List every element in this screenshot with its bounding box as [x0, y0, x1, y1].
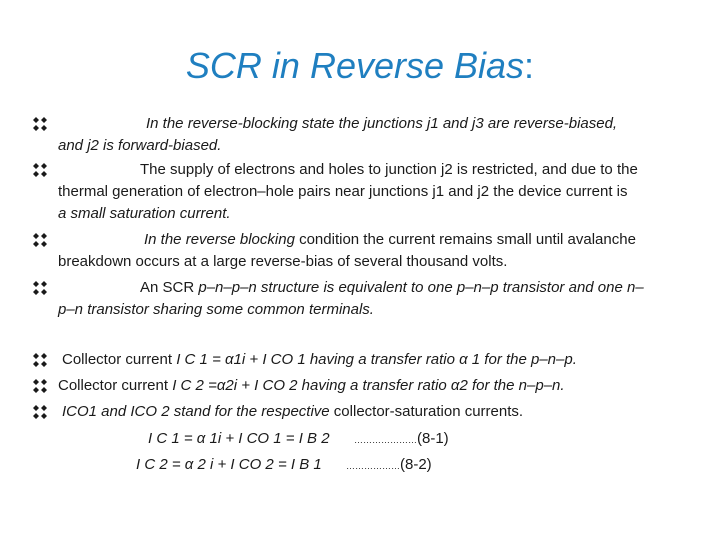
- bullet-7-suffix: collector-saturation currents.: [329, 403, 524, 420]
- bullet-1-text: [58, 113, 688, 157]
- bullet-3-text: [58, 229, 688, 273]
- slide-title-colon: :: [524, 45, 535, 86]
- diamond-bullet-icon: [32, 116, 48, 132]
- bullet-4-line-1-b: p–n–p–n structure is equivalent to one p–n–p transistor and one n–: [198, 279, 644, 296]
- diamond-bullet-icon: [32, 378, 48, 394]
- diamond-bullet-icon: [32, 162, 48, 178]
- bullet-4-text: [58, 277, 688, 321]
- bullet-7-text: [62, 401, 692, 423]
- bullet-4-line-1: [58, 277, 688, 299]
- bullet-4-line-1-a: An SCR: [140, 279, 199, 296]
- bullet-2-line-3: a small saturation current.: [58, 205, 231, 222]
- diamond-bullet-icon: [32, 280, 48, 296]
- bullet-4-line-2: p–n transistor sharing some common terminals.: [58, 301, 374, 318]
- equation-8-2-number: (8-2): [400, 456, 432, 473]
- bullet-3-line-1-b: condition the current remains small until avalanche: [294, 231, 636, 248]
- slide-title: [0, 44, 720, 88]
- bullet-3-line-1: [58, 229, 688, 251]
- diamond-bullet-icon: [32, 232, 48, 248]
- bullet-6-prefix: Collector current: [58, 377, 173, 394]
- bullet-2-line-2: thermal generation of electron–hole pairs near junctions j1 and j2 the device current is: [58, 183, 628, 200]
- bullet-1-line-2: and j2 is forward-biased.: [58, 137, 222, 154]
- bullet-2-text: [58, 159, 688, 225]
- bullet-1-line-1: In the reverse-blocking state the junctions j1 and j3 are reverse-biased,: [146, 115, 618, 132]
- diamond-bullet-icon: [32, 352, 48, 368]
- bullet-5-formula: I C 1 = α1i + I CO 1 having a transfer ratio α 1 for the p–n–p.: [176, 351, 577, 368]
- equation-8-2-dots: ………………: [346, 461, 400, 471]
- equation-8-1-expr: I C 1 = α 1i + I CO 1 = I B 2: [148, 430, 330, 447]
- slide-title-text: SCR in Reverse Bias: [185, 45, 525, 86]
- equation-8-1-number: (8-1): [417, 430, 449, 447]
- equation-8-2-number-group: [346, 454, 432, 477]
- equation-8-2-expr: I C 2 = α 2 i + I CO 2 = I B 1: [136, 456, 322, 473]
- bullet-3-line-2: breakdown occurs at a large reverse-bias of several thousand volts.: [58, 253, 508, 270]
- equation-8-1: [148, 428, 330, 450]
- bullet-2-line-1: The supply of electrons and holes to junction j2 is restricted, and due to the: [140, 161, 638, 178]
- bullet-3-line-1-a: In the reverse blocking: [144, 231, 295, 248]
- diamond-bullet-icon: [32, 404, 48, 420]
- bullet-5-prefix: Collector current: [62, 351, 177, 368]
- bullet-5-text: [62, 349, 692, 371]
- bullet-7-formula: ICO1 and ICO 2 stand for the respective: [62, 403, 330, 420]
- equation-8-1-dots: …………………: [354, 435, 417, 445]
- bullet-6-formula: I C 2 =α2i + I CO 2 having a transfer ratio α2 for the n–p–n.: [172, 377, 565, 394]
- equation-8-2: [136, 454, 322, 476]
- equation-8-1-number-group: [354, 428, 449, 451]
- bullet-6-text: [58, 375, 688, 397]
